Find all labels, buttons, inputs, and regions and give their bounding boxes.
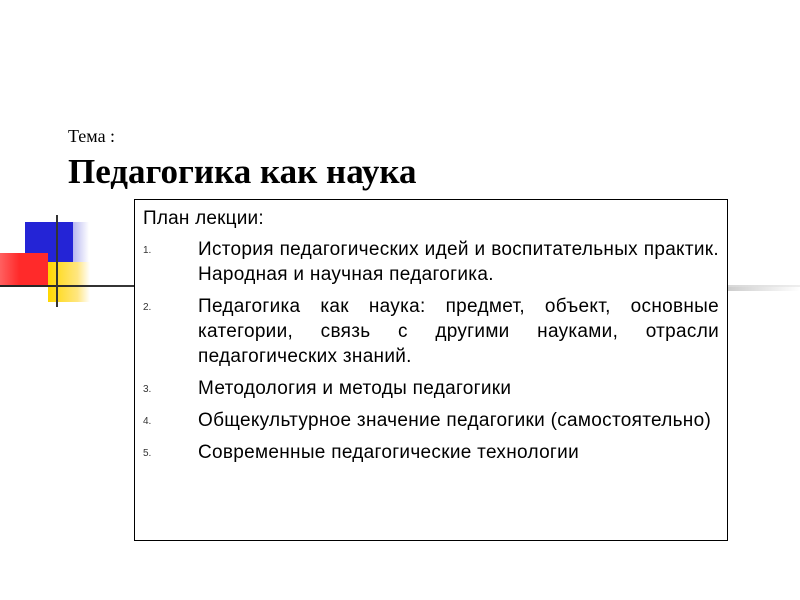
list-item	[143, 376, 719, 401]
list-item-number: 3.	[143, 384, 152, 395]
list-item	[143, 294, 719, 369]
lecture-plan-list	[143, 237, 719, 465]
list-item	[143, 408, 719, 433]
list-item-text: Общекультурное значение педагогики (самостоятельно)	[198, 410, 712, 431]
slide-subtitle: Тема :	[68, 126, 116, 146]
list-item	[143, 237, 719, 287]
decor-blue-fade	[73, 222, 89, 262]
list-item-text: История педагогических идей и воспитательных практик. Народная и научная педагогика.	[198, 239, 719, 285]
list-item-number: 4.	[143, 416, 152, 427]
decor-vertical-line	[56, 215, 58, 307]
list-item-number: 1.	[143, 245, 152, 256]
decor-yellow-square	[48, 262, 90, 302]
list-item	[143, 440, 719, 465]
list-item-text: Современные педагогические технологии	[198, 442, 579, 463]
list-item-text: Педагогика как наука: предмет, объект, основные категории, связь с другими науками, отрасли педагогических знаний.	[198, 296, 719, 367]
decor-horizontal-line-fade	[727, 287, 800, 291]
lecture-plan-label: План лекции:	[143, 208, 264, 229]
list-item-text: Методология и методы педагогики	[198, 378, 512, 399]
decor-red-square	[0, 253, 48, 287]
lecture-plan-box	[134, 199, 728, 541]
list-item-number: 2.	[143, 302, 152, 313]
slide-title: Педагогика как наука	[68, 152, 417, 191]
list-item-number: 5.	[143, 448, 152, 459]
